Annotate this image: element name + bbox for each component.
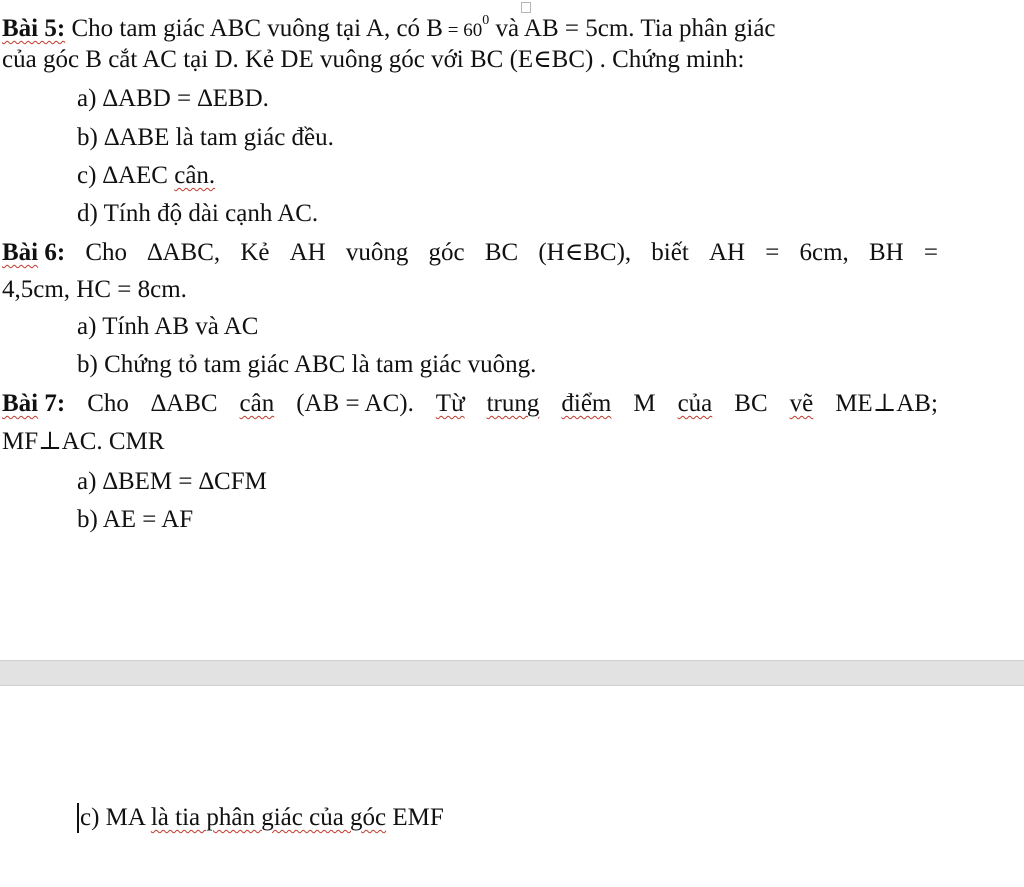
bai6-word: ∆ABC, xyxy=(147,239,221,266)
bai5-item-b: b) ∆ABE là tam giác đều. xyxy=(77,124,334,151)
bai5-line1 xyxy=(2,6,776,46)
bai5-item-a: a) ∆ABD = ∆EBD. xyxy=(77,85,269,112)
bai6-word: vuông xyxy=(345,239,409,266)
bai7-word: Từ xyxy=(435,390,465,417)
hat-placeholder-icon xyxy=(521,2,531,13)
bai5-text-b: và AB = 5cm. Tia phân giác xyxy=(489,15,776,42)
bai6-word: BC xyxy=(484,239,519,266)
bai5-line2: của góc B cắt AC tại D. Kẻ DE vuông góc với BC (E∈BC) . Chứng minh: xyxy=(2,46,745,73)
bai6-word: AH xyxy=(289,239,326,266)
bai7-word: M xyxy=(633,390,656,417)
bai7-word: (AB = AC). xyxy=(296,390,414,417)
bai7-word: Cho xyxy=(87,390,129,417)
bai7-word: trung xyxy=(486,390,540,417)
bai6-word: 6cm, xyxy=(799,239,849,266)
bai6-line2: 4,5cm, HC = 8cm. xyxy=(2,276,187,303)
bai7-item-b: b) AE = AF xyxy=(77,506,194,533)
bai6-line1 xyxy=(2,238,938,268)
bai5-item-c xyxy=(77,161,215,191)
bai5-item-c-word: cân. xyxy=(174,162,216,189)
bai7-item-c-spell: là tia phân giác của góc xyxy=(150,804,387,831)
text-cursor xyxy=(77,803,79,833)
bai7-line2: MF⊥AC. CMR xyxy=(2,428,165,455)
bai7-item-c-prefix: c) MA xyxy=(80,804,151,831)
bai5-item-c-prefix: c) ∆AEC xyxy=(77,162,175,189)
bai7-word: BC xyxy=(734,390,768,417)
bai6-word: góc xyxy=(428,239,465,266)
bai7-word: cân xyxy=(239,390,275,417)
bai6-label-word: Bài xyxy=(2,239,39,266)
bai7-item-c xyxy=(80,803,444,833)
bai7-label-num: 7: xyxy=(38,390,66,417)
bai6-label xyxy=(2,238,65,268)
bai7-word: điểm xyxy=(561,390,612,417)
bai5-label: Bài 5: xyxy=(2,15,66,42)
bai6-label-num: 6: xyxy=(38,239,66,266)
bai7-word: vẽ xyxy=(789,390,814,417)
bai7-label-word: Bài xyxy=(2,390,39,417)
bai6-item-b: b) Chứng tỏ tam giác ABC là tam giác vuông. xyxy=(77,351,537,378)
bai7-item-c-suffix: EMF xyxy=(386,804,444,831)
bai6-word: (H∈BC), xyxy=(538,239,632,266)
bai7-word: ME⊥AB; xyxy=(835,390,938,417)
bai6-word: AH xyxy=(708,239,746,266)
bai7-item-a: a) ∆BEM = ∆CFM xyxy=(77,468,267,495)
bai6-word: Kẻ xyxy=(240,239,270,266)
angle-eq: = 60 xyxy=(442,20,483,41)
bai7-word: ∆ABC xyxy=(150,390,218,417)
bai6-word: = xyxy=(765,239,780,266)
bai7-word: của xyxy=(677,390,713,417)
page-break-separator xyxy=(0,660,1024,686)
bai6-word: Cho xyxy=(85,239,128,266)
bai5-text-a: Cho tam giác ABC vuông tại A, có xyxy=(65,15,427,42)
bai6-word: biết xyxy=(651,239,689,266)
bai6-item-a: a) Tính AB và AC xyxy=(77,313,259,340)
bai5-item-d: d) Tính độ dài cạnh AC. xyxy=(77,200,319,227)
degree-sign: 0 xyxy=(482,13,490,28)
bai7-line1 xyxy=(2,389,938,419)
bai6-word: BH xyxy=(868,239,904,266)
bai6-word: = xyxy=(923,239,938,266)
angle-b: B xyxy=(426,15,443,42)
bai7-label xyxy=(2,389,65,419)
